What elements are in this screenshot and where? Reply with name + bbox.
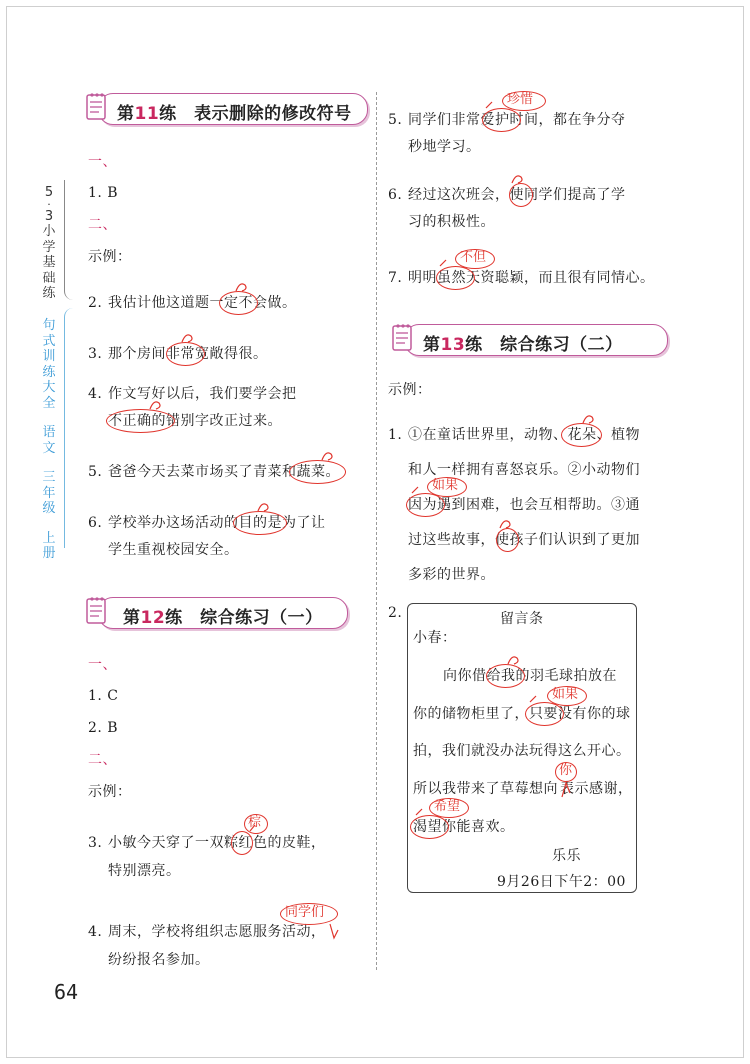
sidebar-bracket-2 — [64, 308, 73, 548]
lesson13-banner — [404, 324, 668, 356]
column-divider — [376, 92, 377, 970]
insert-text: 如果 — [552, 687, 579, 702]
l11-sec2: 二、 — [88, 217, 117, 233]
delete-mark — [106, 409, 175, 433]
lesson12-number: 12 — [140, 608, 166, 628]
insert-mark — [429, 798, 469, 818]
l13-item1-line5: 多彩的世界。 — [408, 567, 495, 583]
deleted-text: 给我 — [486, 668, 516, 684]
deleted-text: 非常 — [166, 346, 195, 362]
insert-text: 珍惜 — [507, 92, 534, 107]
l11-sec1: 一、 — [88, 154, 117, 170]
delete-mark — [561, 423, 602, 447]
page-number: 64 — [54, 980, 79, 1004]
r-item5: 5. 同学们非常爱护时间，都在争分夺 — [388, 112, 626, 128]
lesson11-banner — [98, 93, 368, 125]
lesson13-title-prefix: 第 — [423, 335, 441, 355]
note-line3: 拍，我们就没办法玩得这么开心。 — [413, 743, 631, 759]
delete-mark — [166, 342, 205, 366]
insert-text: 你 — [559, 763, 573, 778]
l11-example: 示例： — [88, 249, 132, 265]
l11-answer1: 1. B — [88, 185, 119, 201]
insert-text: 同学们 — [285, 905, 325, 920]
insert-mark — [547, 686, 587, 706]
deleted-text: 和蔬菜 — [282, 464, 326, 480]
r-item6: 6. 经过这次班会，使同学们提高了学 — [388, 187, 626, 203]
replaced-text: 因为 — [408, 497, 437, 513]
delete-mark — [289, 460, 346, 484]
l11-item2: 2. 我估计他这道题一定不会做。 — [88, 295, 297, 311]
insert-mark — [455, 249, 495, 269]
l12-item4: 4. 周末，学校将组织志愿服务活动， — [88, 924, 326, 940]
note-line2: 你的储物柜里了，只要没有你的球 — [413, 706, 631, 722]
l12-sec1: 一、 — [88, 657, 117, 673]
delete-mark — [219, 291, 258, 315]
note-signer: 乐乐 — [552, 848, 581, 864]
replaced-text: 只要 — [529, 706, 558, 722]
l12-example: 示例： — [88, 784, 132, 800]
deleted-text: 的目的 — [224, 515, 268, 531]
lesson12-title-prefix: 第 — [123, 608, 141, 628]
l12-item3-line2: 特别漂亮。 — [108, 863, 181, 879]
r-item6-line2: 习的积极性。 — [408, 214, 495, 230]
insert-mark — [427, 477, 467, 497]
l11-item3: 3. 那个房间非常宽敞得很。 — [88, 346, 268, 362]
lesson12-banner — [98, 597, 348, 629]
replace-mark — [525, 702, 564, 726]
l13-item2-num: 2. — [388, 605, 403, 621]
replaced-text: 渴望 — [413, 819, 442, 835]
l13-item1-line2: 和人一样拥有喜怒哀乐。②小动物们 — [408, 462, 640, 478]
sidebar-bracket — [64, 180, 73, 300]
replaced-text: 虽然 — [437, 270, 466, 286]
r-item7: 7. 明明虽然天资聪颖，而且很有同情心。 — [388, 270, 655, 286]
insert-mark — [280, 903, 338, 925]
l12-answer2: 2. B — [88, 720, 119, 736]
notepad-icon — [85, 595, 109, 625]
insert-mark — [244, 814, 268, 834]
l12-answer1: 1. C — [88, 688, 119, 704]
replace-mark — [406, 493, 445, 517]
note-line5: 渴望你能喜欢。 — [413, 819, 515, 835]
lesson12-title: 练 综合练习（一） — [165, 608, 323, 628]
notepad-icon — [85, 91, 109, 121]
l11-item4: 4. 作文写好以后，我们要学会把 — [88, 386, 297, 402]
replace-mark — [410, 815, 449, 839]
delete-mark — [486, 664, 525, 688]
delete-mark — [496, 528, 519, 552]
l13-item1-line1: 1. ①在童话世界里，动物、花朵、植物 — [388, 427, 640, 443]
deleted-text: 一定 — [209, 295, 239, 311]
l12-item3: 3. 小敏今天穿了一双粽红色的皮鞋， — [88, 835, 326, 851]
l12-item4-line2: 纷纷报名参加。 — [108, 952, 210, 968]
insert-mark — [502, 91, 546, 111]
replace-mark — [436, 266, 475, 290]
insert-text: 不但 — [460, 250, 487, 265]
l11-item6-line2: 学生重视校园安全。 — [108, 542, 239, 558]
deleted-text: 使 — [495, 532, 510, 548]
l11-item5: 5. 爸爸今天去菜市场买了青菜和蔬菜。 — [88, 464, 340, 480]
note-salutation: 小春： — [413, 630, 457, 646]
lesson11-title: 练 表示删除的修改符号 — [159, 104, 352, 124]
l13-item1-line3: 因为遇到困难，也会互相帮助。③通 — [408, 497, 640, 513]
sidebar-series: 5 · 3 小 学 基 础 练 — [42, 185, 56, 301]
l11-item4-line2: 不正确的错别字改正过来。 — [108, 413, 282, 429]
l13-item1-line4: 过这些故事，使孩子们认识到了更加 — [408, 532, 640, 548]
insert-text: 棕 — [248, 815, 262, 830]
l13-example: 示例： — [388, 382, 432, 398]
note-title: 留言条 — [500, 611, 544, 627]
insert-text: 如果 — [432, 478, 459, 493]
lesson13-title: 练 综合练习（二） — [465, 335, 623, 355]
replace-mark — [482, 108, 521, 132]
lesson13-number: 13 — [440, 335, 466, 355]
l11-item6: 6. 学校举办这场活动的目的是为了让 — [88, 515, 326, 531]
note-line4: 所以我带来了草莓想向 表示感谢， — [413, 781, 633, 797]
insert-mark — [555, 762, 577, 782]
replaced-text: 爱护 — [480, 112, 510, 128]
delete-mark — [233, 511, 287, 535]
delete-mark — [509, 183, 533, 207]
deleted-text: 不正确的 — [108, 413, 166, 429]
deleted-text: 、花朵 — [553, 427, 597, 443]
replace-mark — [231, 831, 253, 855]
lesson11-number: 11 — [134, 104, 160, 124]
note-line1: 向你借给我的羽毛球拍放在 — [443, 668, 617, 684]
lesson11-title-prefix: 第 — [117, 104, 135, 124]
deleted-text: 使 — [509, 187, 524, 203]
notepad-icon — [391, 322, 415, 352]
note-date: 9月26日下午2：00 — [497, 874, 626, 890]
l12-sec2: 二、 — [88, 752, 117, 768]
insert-text: 希望 — [434, 799, 461, 814]
replaced-text: 粽 — [224, 835, 239, 851]
r-item5-line2: 秒地学习。 — [408, 139, 481, 155]
sidebar-book: 句 式 训 练 大 全 语 文 三 年 级 上 册 — [42, 318, 56, 561]
